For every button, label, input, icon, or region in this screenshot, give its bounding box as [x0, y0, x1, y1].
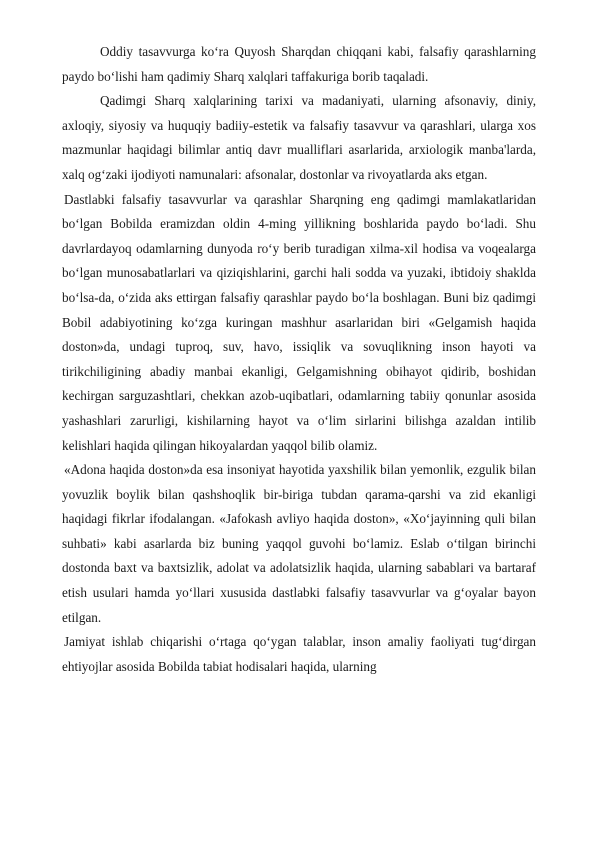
paragraph-1: Oddiy tasavvurga ko‘ra Quyosh Sharqdan chiqqani kabi, falsafiy qarashlarning paydo bo‘lishi ham qadimiy Sharq xalqlari taffakuriga borib taqaladi.: [62, 44, 536, 84]
paragraph-3: Dastlabki falsafiy tasavvurlar va qarashlar Sharqning eng qadimgi mamlakatlaridan bo‘lgan Bobilda eramizdan oldin 4-ming yillikning boshlarida paydo bo‘ladi. Shu davrlardayoq odamlarning dunyoda ro‘y berib turadigan xilma-xil hodisa va voqealarga bo‘lgan munosabatlarlari va qiziqishlarini, garchi hali sodda va yuzaki, ibtidoiy shaklda bo‘lsa-da, o‘zida aks ettirgan falsafiy qarashlar paydo bo‘la boshlagan. Buni biz qadimgi Bobil adabiyotining ko‘zga kuringan mashhur asarlaridan biri «Gelgamish haqida doston»da, undagi tuproq, suv, havo, issiqlik va sovuqlikning inson hayoti va tirikchiligining abadiy manbai ekanligi, Gelgamishning obihayot qidirib, boshidan kechirgan sarguzashtlari, chekkan azob-uqibatlari, odamlarning tabiiy qonunlar asosida yashashlari zarurligi, kishilarning hayot va o‘lim sirlarini bilishga azaldan intilib kelishlari haqida qilingan hikoyalardan yaqqol bilib olamiz.: [62, 191, 536, 453]
paragraph-2: Qadimgi Sharq xalqlarining tarixi va madaniyati, ularning afsonaviy, diniy, axloqiy, siyosiy va huquqiy badiiy-estetik va falsafiy tasavvur va qarashlari, ularga xos mazmunlar haqidagi bilimlar antiq davr mualliflari asarlarida, arxiologik manba'larda, xalq og‘zaki ijodiyoti namunalari: afsonalar, dostonlar va rivoyatlarda aks etgan.: [62, 93, 536, 182]
paragraph-5: Jamiyat ishlab chiqarishi o‘rtaga qo‘ygan talablar, inson amaliy faoliyati tug‘dirgan ehtiyojlar asosida Bobilda tabiat hodisalari haqida, ularning: [62, 634, 536, 674]
document-body: [62, 40, 536, 679]
paragraph-4: «Adona haqida doston»da esa insoniyat hayotida yaxshilik bilan yemonlik, ezgulik bilan yovuzlik boylik bilan qashshoqlik bir-biriga tubdan qarama-qarshi va zid ekanligi haqidagi fikrlar ifodalangan. «Jafokash avliyo haqida doston», «Xo‘jayinning quli bilan suhbati» kabi asarlarda biz buning yaqqol guvohi bo‘lamiz. Eslab o‘tilgan birinchi dostonda baxt va baxtsizlik, adolat va adolatsizlik haqida, ularning sabablari va bartaraf etish usulari hamda yo‘llari xususida dastlabki falsafiy tasavvurlar va g‘oyalar bayon etilgan.: [62, 462, 536, 625]
